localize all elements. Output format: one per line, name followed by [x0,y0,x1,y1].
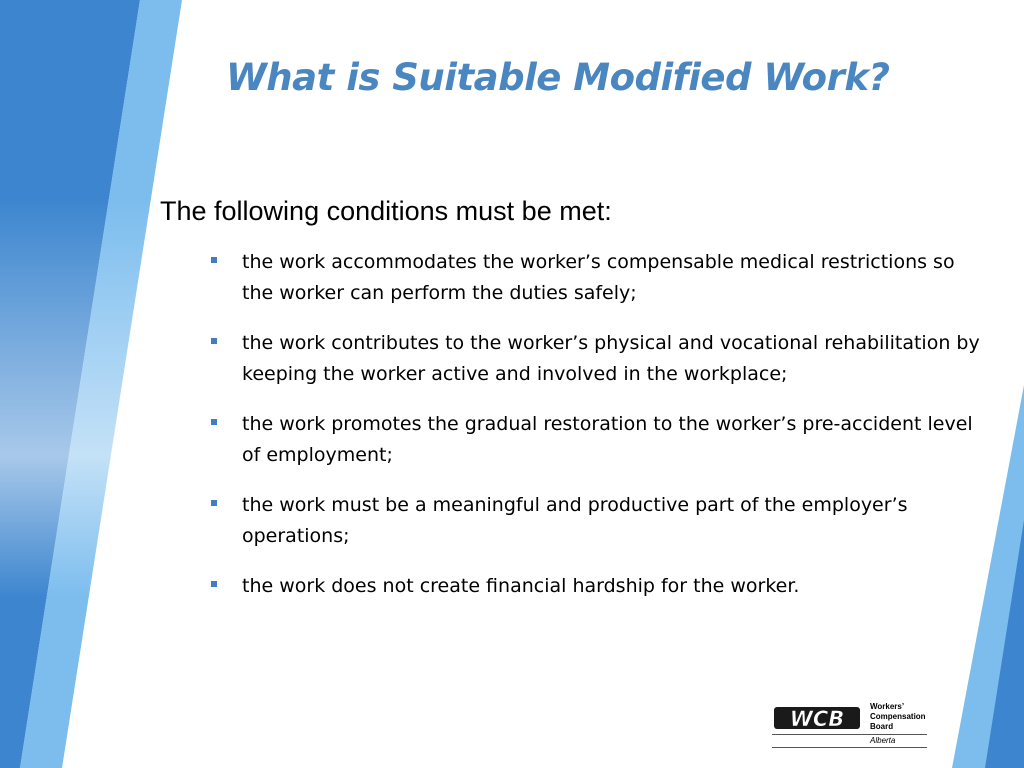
list-item-text: the work must be a meaningful and productive part of the employer’s operations; [242,494,908,547]
logo-mark-text: WCB [789,707,845,731]
logo-line-1: Workers’ [870,702,905,711]
square-bullet-icon [211,419,217,425]
wcb-logo-icon [772,704,862,732]
left-stripe-fade [0,200,182,768]
wcb-logo [772,700,932,752]
list-item-text: the work contributes to the worker’s physical and vocational rehabilitation by keeping the worker active and involved in the workplace; [242,332,980,385]
list-item [210,571,980,602]
conditions-list [210,247,980,621]
square-bullet-icon [211,500,217,506]
logo-subtitle: Alberta [870,736,896,745]
list-item [210,490,980,552]
square-bullet-icon [211,257,217,263]
list-item-text: the work accommodates the worker’s compensable medical restrictions so the worker can perform the duties safely; [242,251,955,304]
list-item [210,409,980,471]
list-item [210,247,980,309]
logo-divider [772,747,927,748]
logo-line-2: Compensation [870,712,926,721]
slide-title: What is Suitable Modified Work? [226,56,890,99]
list-item-text: the work does not create financial hardship for the worker. [242,575,800,597]
intro-text: The following conditions must be met: [160,196,612,226]
logo-line-3: Board [870,722,894,731]
list-item-text: the work promotes the gradual restoration to the worker’s pre-accident level of employment; [242,413,973,466]
logo-wordmark [870,702,940,732]
list-item [210,328,980,390]
square-bullet-icon [211,338,217,344]
logo-divider [772,734,927,735]
square-bullet-icon [211,581,217,587]
